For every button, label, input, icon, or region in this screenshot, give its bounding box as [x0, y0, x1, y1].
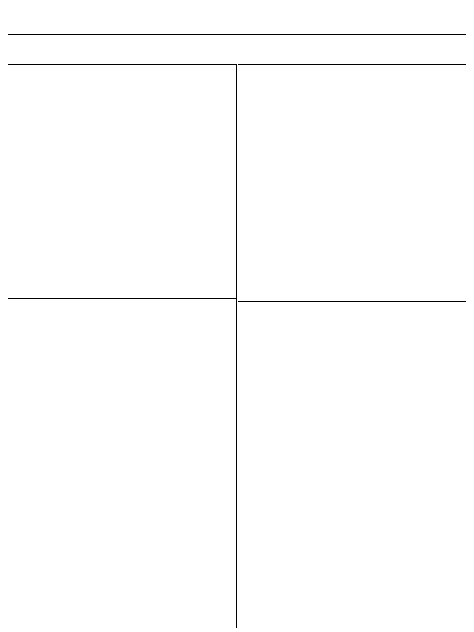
- event4-top-rule: [238, 301, 466, 302]
- event1-top-rule: [8, 64, 236, 65]
- event3-top-rule: [238, 64, 466, 65]
- event2-top-rule: [8, 298, 236, 299]
- header-rule: [8, 34, 466, 35]
- column-divider: [236, 64, 237, 628]
